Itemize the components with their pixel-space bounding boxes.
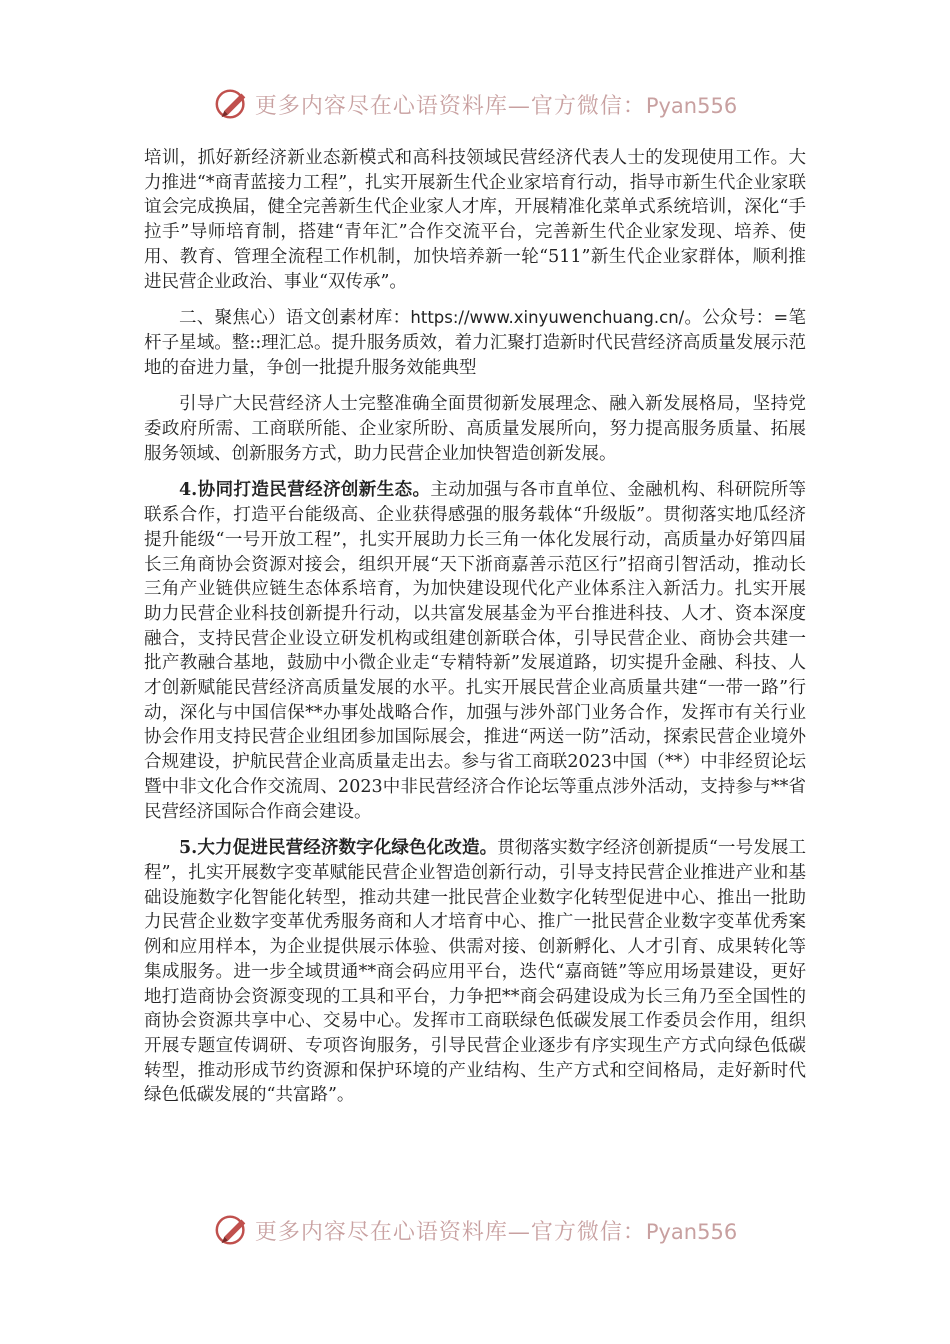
paragraph-1: 培训，抓好新经济新业态新模式和高科技领域民营经济代表人士的发现使用工作。大力推进“*商青蓝接力工程”，扎实开展新生代企业家培育行动，指导市新生代企业家联谊会完成换届，健全完善新生代企业家人才库，开展精准化菜单式系统培训，深化“手拉手”导师培育制，搭建“青年汇”合作交流平台，完善新生代企业家发现、培养、使用、教育、管理全流程工作机制，加快培养新一轮“511”新生代企业家群体，顺利推进民营企业政治、事业“双传承”。 [144,148,806,292]
header-watermark [0,84,950,124]
section-heading-2-part-a: 二、聚焦心）语文创素材库： [179,308,411,329]
document-body [144,146,806,1120]
paragraph-4-body: 主动加强与各市直单位、金融机构、科研院所等联系合作，打造平台能级高、企业获得感强的服务载体“升级版”。贯彻落实地瓜经济提升能级“一号开放工程”，扎实开展助力长三角一体化发展行动，高质量办好第四届长三角商协会资源对接会，组织开展“天下浙商嘉善示范区行”招商引智活动，推动长三角产业链供应链生态体系培育，为加快建设现代化产业体系注入新活力。扎实开展助力民营企业科技创新提升行动，以共富发展基金为平台推进科技、人才、资本深度融合，支持民营企业设立研发机构或组建创新联合体，引导民营企业、商协会共建一批产教融合基地，鼓励中小微企业走“专精特新”发展道路，切实提升金融、科技、人才创新赋能民营经济高质量发展的水平。扎实开展民营企业高质量共建“一带一路”行动，深化与中国信保**办事处战略合作，加强与涉外部门业务合作，发挥市有关行业协会作用支持民营企业组团参加国际展会，推进“两送一防”活动，探索民营企业境外合规建设，护航民营企业高质量走出去。参与省工商联2023中国（**）中非经贸论坛暨中非文化合作交流周、2023中非民营经济合作论坛等重点涉外活动，支持参与**省民营经济国际合作商会建设。 [144,480,806,822]
watermark-text [255,1215,737,1246]
pen-logo-icon [213,85,251,123]
paragraph-5 [144,836,806,1108]
pen-logo-icon [213,1211,251,1249]
paragraph-4 [144,478,806,824]
paragraph-3: 引导广大民营经济人士完整准确全面贯彻新发展理念、融入新发展格局，坚持党委政府所需、工商联所能、企业家所盼、高质量发展所向，努力提高服务质量、拓展服务领域、创新服务方式，助力民营企业加快智造创新发展。 [144,394,806,464]
paragraph-4-title: 4.协同打造民营经济创新生态。 [179,480,431,501]
source-url-link[interactable]: https://www.xinyuwenchuang.cn/ [410,308,685,328]
footer-watermark [0,1210,950,1250]
watermark-text [255,89,737,120]
watermark-text-id: Pyan556 [645,1219,738,1244]
paragraph-5-title: 5.大力促进民营经济数字化绿色化改造。 [179,838,498,859]
section-heading-2-part-b: 。公众号：=笔杆子星域。整::理汇总。提升服务质效，着力汇聚打造新时代民营经济高质量发展示范地的奋进力量，争创一批提升服务效能典型 [144,308,807,378]
watermark-text-cn: 更多内容尽在心语资料库—官方微信： [254,93,646,119]
watermark-text-cn: 更多内容尽在心语资料库—官方微信： [254,1219,646,1245]
watermark-text-id: Pyan556 [645,93,738,118]
section-heading-2 [144,306,806,380]
paragraph-5-body: 贯彻落实数字经济创新提质“一号发展工程”，扎实开展数字变革赋能民营企业智造创新行动，引导支持民营企业推进产业和基础设施数字化智能化转型，推动共建一批民营企业数字化转型促进中心、推出一批助力民营企业数字变革优秀服务商和人才培育中心、推广一批民营企业数字变革优秀案例和应用样本，为企业提供展示体验、供需对接、创新孵化、人才引育、成果转化等集成服务。进一步全域贯通**商会码应用平台，迭代“嘉商链”等应用场景建设，更好地打造商协会资源变现的工具和平台，力争把**商会码建设成为长三角乃至全国性的商协会资源共享中心、交易中心。发挥市工商联绿色低碳发展工作委员会作用，组织开展专题宣传调研、专项咨询服务，引导民营企业逐步有序实现生产方式向绿色低碳转型，推动形成节约资源和保护环境的产业结构、生产方式和空间格局，走好新时代绿色低碳发展的“共富路”。 [144,838,806,1106]
